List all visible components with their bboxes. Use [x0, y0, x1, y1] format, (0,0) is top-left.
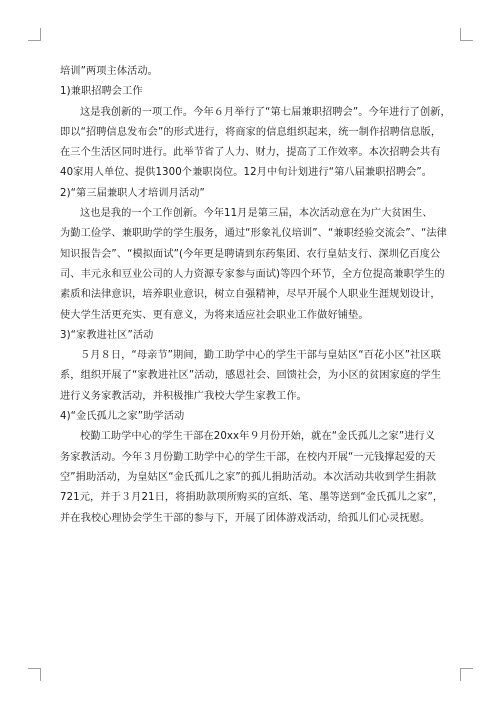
text-line: 这是我创新的一项工作。今年６月举行了“第七届兼职招聘会”。今年进行了创新， — [80, 106, 451, 118]
document-body — [60, 62, 451, 529]
text-line: 知识报告会”、“模拟面试”(今年更是聘请到东药集团、农行皇姑支行、深圳亿百度公 — [60, 248, 441, 260]
text-line: 并在我校心理协会学生干部的参与下，开展了团体游戏活动，给孤儿们心灵抚慰。 — [60, 512, 431, 524]
text-line: 这也是我的一个工作创新。今年11月是第三届，本次活动意在为广大贫困生、 — [80, 208, 433, 220]
section-heading: 1)兼职招聘会工作 — [60, 86, 143, 98]
text-line: 务家教活动。今年３月份勤工助学中心的学生干部，在校内开展“一元钱撑起爱的天 — [60, 451, 436, 463]
crop-mark-top-right — [460, 28, 473, 41]
text-line: 校勤工助学中心的学生干部在20xx年９月份开始，就在“金氏孤儿之家”进行义 — [80, 431, 436, 443]
text-line: 系，组织开展了“家教进社区”活动，感恩社会、回馈社会，为小区的贫困家庭的学生 — [60, 370, 442, 382]
crop-mark-top-left — [28, 28, 41, 41]
text-line: 进行义务家教活动，并积极推广我校大学生家教工作。 — [60, 390, 307, 402]
text-line: 在三个生活区同时进行。此举节省了人力、财力，提高了工作效率。本次招聘会共有 — [60, 147, 441, 159]
text-line: 使大学生活更充实、更有意义，为将来适应社会职业工作做好铺垫。 — [60, 309, 369, 321]
section-heading: 2)“第三届兼职人才培训月活动” — [60, 187, 205, 199]
text-line: 司、丰元永和豆业公司的人力资源专家参与面试)等四个环节，全方位提高兼职学生的 — [60, 268, 445, 280]
text-line: ５月８日，“母亲节”期间，勤工助学中心的学生干部与皇姑区“百花小区”社区联 — [80, 350, 441, 362]
section-heading: 4)“金氏孤儿之家”助学活动 — [60, 411, 185, 423]
text-line: 40家用人单位、提供1300个兼职岗位。12月中旬计划进行“第八届兼职招聘会”。 — [60, 167, 433, 179]
text-line: 空”捐助活动，为皇姑区“金氏孤儿之家”的孤儿捐助活动。本次活动共收到学生捐款 — [60, 471, 437, 483]
text-line: 721元，并于３月21日，将捐助款项所购买的宣纸、笔、墨等送到“金氏孤儿之家”， — [60, 492, 444, 504]
crop-mark-bottom-left — [28, 668, 41, 681]
crop-mark-bottom-right — [460, 668, 473, 681]
text-line: 培训”两项主体活动。 — [60, 66, 158, 77]
text-line: 即以“招聘信息发布会”的形式进行，将商家的信息组织起来，统一制作招聘信息版， — [60, 126, 442, 138]
text-line: 为勤工俭学、兼职助学的学生服务，通过“形象礼仪培训”、“兼职经验交流会”、“法律 — [60, 228, 447, 240]
text-line: 素质和法律意识，培养职业意识，树立自强精神，尽早开展个人职业生涯规划设计， — [60, 289, 441, 301]
section-heading: 3)“家教进社区”活动 — [60, 329, 154, 341]
